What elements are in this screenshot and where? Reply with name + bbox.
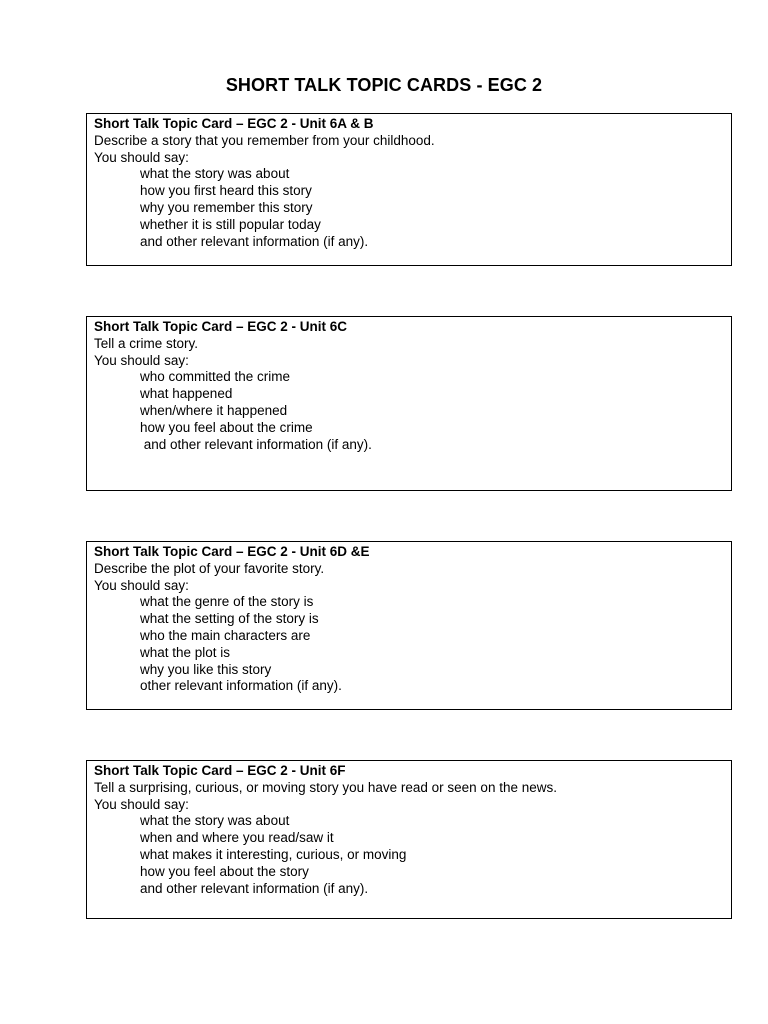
card-heading: Short Talk Topic Card – EGC 2 - Unit 6F: [94, 763, 346, 778]
card-point: when/where it happened: [140, 402, 288, 418]
topic-card-unit-6a-b: [86, 113, 732, 266]
card-point: and other relevant information (if any).: [140, 880, 369, 896]
card-point: why you like this story: [140, 661, 272, 677]
card-point: who committed the crime: [140, 369, 291, 385]
page-title: SHORT TALK TOPIC CARDS - EGC 2: [225, 75, 543, 95]
card-point: how you first heard this story: [140, 183, 312, 199]
card-point: what happened: [140, 386, 233, 402]
card-point: who the main characters are: [140, 627, 311, 643]
card-point: what the genre of the story is: [140, 594, 314, 610]
card-prompt: Tell a crime story.: [94, 335, 199, 351]
card-point: what the story was about: [140, 166, 290, 182]
card-point: how you feel about the crime: [140, 419, 313, 435]
topic-card-unit-6c: [86, 316, 732, 491]
card-point: and other relevant information (if any).: [140, 233, 369, 249]
card-prompt: Tell a surprising, curious, or moving story you have read or seen on the news.: [94, 779, 557, 795]
card-instruction: You should say:: [94, 149, 189, 165]
card-heading: Short Talk Topic Card – EGC 2 - Unit 6A & B: [94, 116, 374, 131]
card-heading: Short Talk Topic Card – EGC 2 - Unit 6D &E: [94, 544, 370, 559]
card-point: and other relevant information (if any).: [140, 436, 372, 452]
card-point: what the story was about: [140, 813, 290, 829]
card-point: whether it is still popular today: [140, 216, 321, 232]
card-prompt: Describe a story that you remember from your childhood.: [94, 132, 435, 148]
card-instruction: You should say:: [94, 577, 189, 593]
card-points-list: [94, 594, 724, 695]
card-prompt: Describe the plot of your favorite story.: [94, 560, 325, 576]
topic-card-unit-6d-e: [86, 541, 732, 710]
card-point: what makes it interesting, curious, or moving: [140, 846, 407, 862]
card-points-list: [94, 813, 724, 897]
card-point: what the plot is: [140, 644, 231, 660]
card-point: what the setting of the story is: [140, 611, 319, 627]
card-points-list: [94, 166, 724, 250]
card-point: why you remember this story: [140, 199, 313, 215]
card-point: how you feel about the story: [140, 863, 309, 879]
card-heading: Short Talk Topic Card – EGC 2 - Unit 6C: [94, 319, 348, 334]
card-instruction: You should say:: [94, 796, 189, 812]
card-points-list: [94, 369, 724, 453]
topic-card-unit-6f: [86, 760, 732, 919]
card-point: other relevant information (if any).: [140, 678, 342, 694]
card-instruction: You should say:: [94, 352, 189, 368]
card-point: when and where you read/saw it: [140, 830, 334, 846]
